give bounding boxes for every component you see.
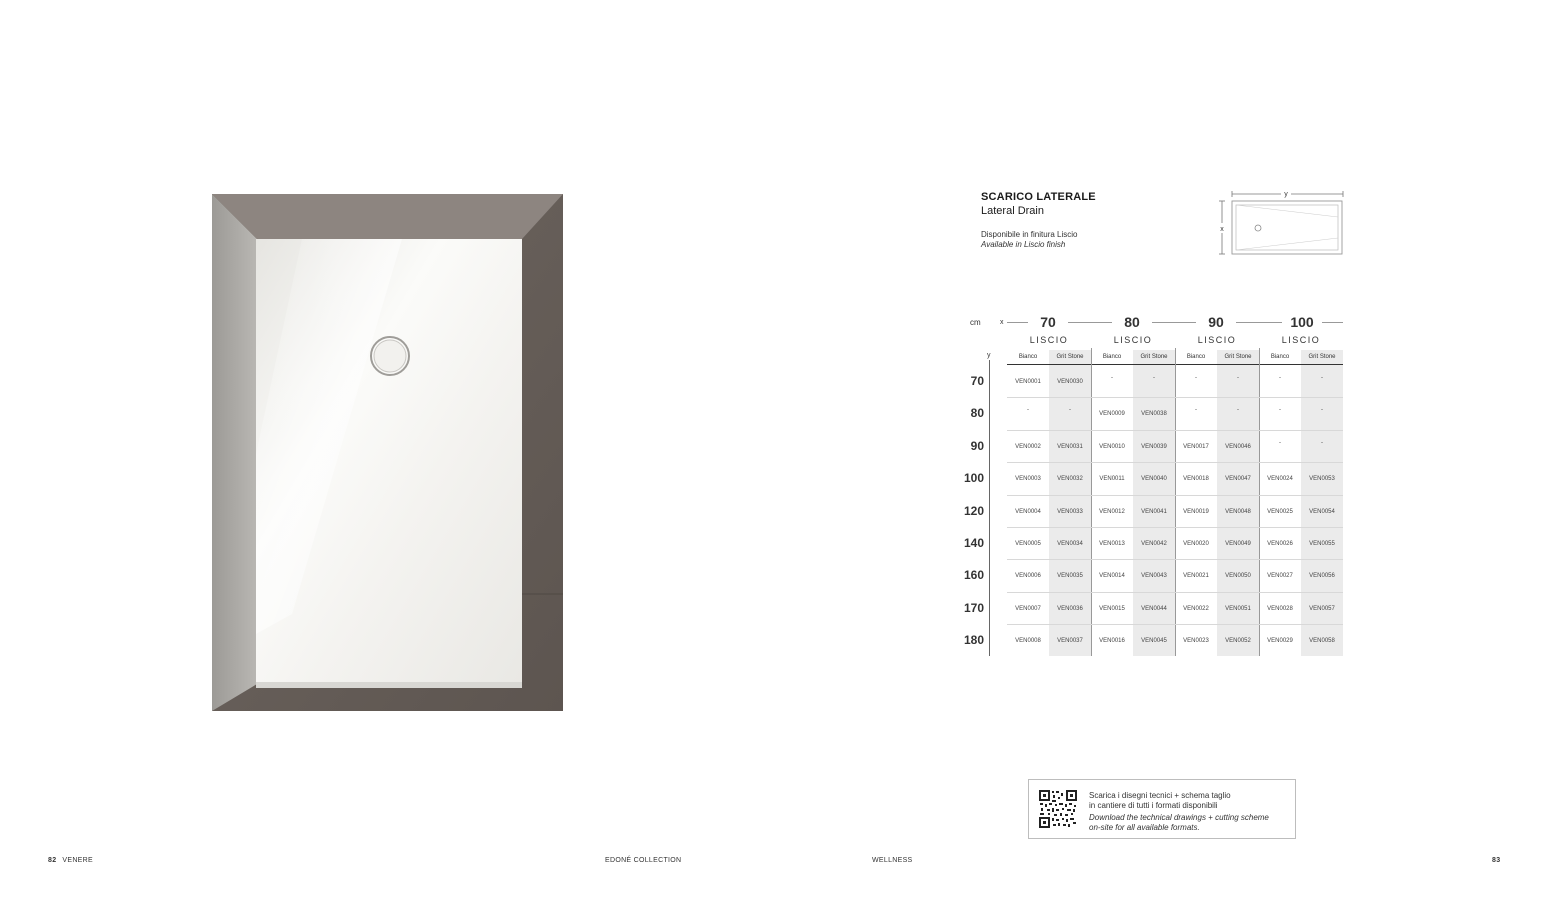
col-bianco: Bianco — [1186, 354, 1206, 360]
table-cell: VEN0005 — [1015, 541, 1041, 547]
page-number-left: 82 — [48, 857, 57, 864]
table-cell: VEN0034 — [1057, 541, 1083, 547]
y-axis-label: y — [987, 352, 991, 359]
x-axis-label: x — [1000, 319, 1004, 326]
table-cell: VEN0033 — [1057, 508, 1083, 515]
table-cell: - — [1279, 439, 1281, 446]
table-cell: VEN0019 — [1183, 508, 1209, 515]
download-text-en-2: on-site for all available formats. — [1089, 822, 1200, 832]
table-cell: VEN0025 — [1267, 508, 1293, 515]
table-cell: VEN0036 — [1057, 605, 1083, 612]
download-text-it-1: Scarica i disegni tecnici + schema taglio — [1089, 791, 1231, 800]
table-cell: VEN0027 — [1267, 573, 1293, 580]
table-cell: VEN0035 — [1057, 573, 1083, 580]
table-cell: VEN0058 — [1309, 638, 1335, 645]
section-subtitle: Lateral Drain — [981, 205, 1044, 217]
table-cell: - — [1279, 407, 1281, 414]
row-length-label: 180 — [963, 633, 984, 648]
table-cell: - — [1111, 375, 1113, 381]
table-cell: VEN0029 — [1267, 638, 1293, 645]
row-separator — [1007, 495, 1343, 496]
table-cell: - — [1237, 407, 1239, 414]
table-cell: VEN0053 — [1309, 476, 1335, 483]
drain-position-diagram — [1217, 187, 1349, 264]
table-cell: - — [1237, 375, 1239, 381]
table-cell: VEN0022 — [1183, 605, 1209, 612]
table-cell: VEN0028 — [1267, 605, 1293, 612]
table-cell: VEN0051 — [1225, 605, 1251, 612]
col-grit-stone: Grit Stone — [1056, 354, 1084, 360]
table-cell: - — [1153, 375, 1155, 381]
width-header-70: 70 — [1028, 314, 1068, 330]
table-cell: VEN0048 — [1225, 508, 1251, 515]
col-grit-stone: Grit Stone — [1224, 354, 1252, 360]
table-cell: VEN0044 — [1141, 605, 1167, 612]
table-cell: VEN0023 — [1183, 638, 1209, 645]
width-header-90: 90 — [1196, 314, 1236, 330]
row-length-label: 70 — [970, 374, 984, 388]
table-cell: VEN0042 — [1141, 541, 1167, 547]
col-bianco: Bianco — [1270, 354, 1290, 360]
table-cell: VEN0043 — [1141, 573, 1167, 580]
footer-collection: EDONÉ COLLECTION — [605, 857, 682, 864]
table-cell: VEN0050 — [1225, 573, 1251, 580]
qr-code-icon[interactable] — [1038, 789, 1078, 829]
finish-label: LISCIO — [1281, 335, 1321, 345]
diagram-y-label: y — [1284, 191, 1288, 198]
table-cell: VEN0018 — [1183, 476, 1209, 483]
col-grit-stone: Grit Stone — [1308, 354, 1336, 360]
table-cell: VEN0014 — [1099, 573, 1125, 580]
table-cell: VEN0011 — [1099, 476, 1125, 483]
table-cell: VEN0031 — [1057, 443, 1083, 450]
width-header-100: 100 — [1282, 314, 1322, 330]
table-cell: VEN0017 — [1183, 443, 1209, 450]
download-text-en-1: Download the technical drawings + cutting scheme — [1089, 813, 1269, 822]
table-cell: VEN0056 — [1309, 573, 1335, 580]
row-length-label: 160 — [963, 568, 984, 583]
table-cell: - — [1321, 375, 1323, 381]
shower-tray-photo — [212, 194, 563, 711]
table-cell: VEN0052 — [1225, 638, 1251, 645]
table-cell: - — [1321, 439, 1323, 446]
table-cell: VEN0013 — [1099, 541, 1125, 547]
table-cell: VEN0003 — [1015, 476, 1041, 483]
table-cell: VEN0015 — [1099, 605, 1125, 612]
row-length-label: 170 — [963, 600, 984, 615]
table-cell: VEN0006 — [1015, 573, 1041, 580]
table-cell: VEN0030 — [1057, 379, 1083, 385]
finish-label: LISCIO — [1029, 335, 1069, 345]
table-cell: VEN0020 — [1183, 541, 1209, 547]
page-number-right: 83 — [1492, 857, 1501, 864]
table-cell: VEN0041 — [1141, 508, 1167, 515]
table-cell: VEN0008 — [1015, 638, 1041, 645]
row-separator — [1007, 462, 1343, 463]
table-cell: VEN0049 — [1225, 541, 1251, 547]
table-cell: VEN0016 — [1099, 638, 1125, 645]
availability-it: Disponibile in finitura Liscio — [981, 230, 1078, 239]
table-cell: - — [1195, 407, 1197, 414]
row-length-label: 120 — [963, 503, 984, 518]
table-cell: VEN0021 — [1183, 573, 1209, 580]
table-cell: VEN0012 — [1099, 508, 1125, 515]
table-cell: VEN0009 — [1099, 411, 1125, 418]
row-separator — [1007, 559, 1343, 560]
table-cell: VEN0001 — [1015, 379, 1041, 385]
footer-product: VENERE — [62, 857, 93, 864]
col-grit-stone: Grit Stone — [1140, 354, 1168, 360]
download-text-it-2: in cantiere di tutti i formati disponibili — [1089, 800, 1218, 810]
table-cell: VEN0037 — [1057, 638, 1083, 645]
table-cell: - — [1195, 375, 1197, 381]
table-cell: VEN0002 — [1015, 443, 1041, 450]
table-cell: VEN0055 — [1309, 541, 1335, 547]
width-header-80: 80 — [1112, 314, 1152, 330]
row-separator — [1007, 430, 1343, 431]
table-cell: - — [1069, 407, 1071, 414]
finish-label: LISCIO — [1197, 335, 1237, 345]
table-cell: VEN0032 — [1057, 476, 1083, 483]
table-cell: VEN0038 — [1141, 411, 1167, 418]
table-cell: VEN0026 — [1267, 541, 1293, 547]
row-length-label: 90 — [970, 438, 984, 453]
row-separator — [1007, 592, 1343, 593]
table-cell: VEN0024 — [1267, 476, 1293, 483]
row-length-label: 100 — [963, 471, 984, 486]
table-cell: VEN0047 — [1225, 476, 1251, 483]
row-separator — [1007, 624, 1343, 625]
footer-section: WELLNESS — [872, 857, 913, 864]
row-length-label: 80 — [970, 406, 984, 421]
row-length-label: 140 — [963, 536, 984, 550]
table-cell: VEN0004 — [1015, 508, 1041, 515]
col-bianco: Bianco — [1018, 354, 1038, 360]
diagram-x-label: x — [1220, 226, 1224, 233]
length-axis-line — [989, 360, 990, 656]
finish-label: LISCIO — [1113, 335, 1153, 345]
table-cell: VEN0040 — [1141, 476, 1167, 483]
table-cell: VEN0054 — [1309, 508, 1335, 515]
col-bianco: Bianco — [1102, 354, 1122, 360]
row-separator — [1007, 527, 1343, 528]
table-cell: VEN0010 — [1099, 443, 1125, 450]
row-separator — [1007, 397, 1343, 398]
section-title: SCARICO LATERALE — [981, 191, 1096, 203]
table-cell: VEN0046 — [1225, 443, 1251, 450]
table-cell: - — [1321, 407, 1323, 414]
download-box[interactable] — [1028, 779, 1296, 839]
unit-label: cm — [970, 318, 981, 327]
table-cell: VEN0045 — [1141, 638, 1167, 645]
footer-left — [48, 857, 93, 864]
size-table — [960, 312, 1350, 662]
table-cell: - — [1279, 375, 1281, 381]
table-cell: VEN0039 — [1141, 443, 1167, 450]
table-cell: VEN0057 — [1309, 605, 1335, 612]
table-cell: VEN0007 — [1015, 605, 1041, 612]
product-heading — [981, 190, 1201, 250]
availability-en: Available in Liscio finish — [981, 240, 1066, 249]
download-text — [1089, 791, 1269, 832]
footer-right — [1492, 857, 1506, 864]
table-cell: - — [1027, 407, 1029, 414]
